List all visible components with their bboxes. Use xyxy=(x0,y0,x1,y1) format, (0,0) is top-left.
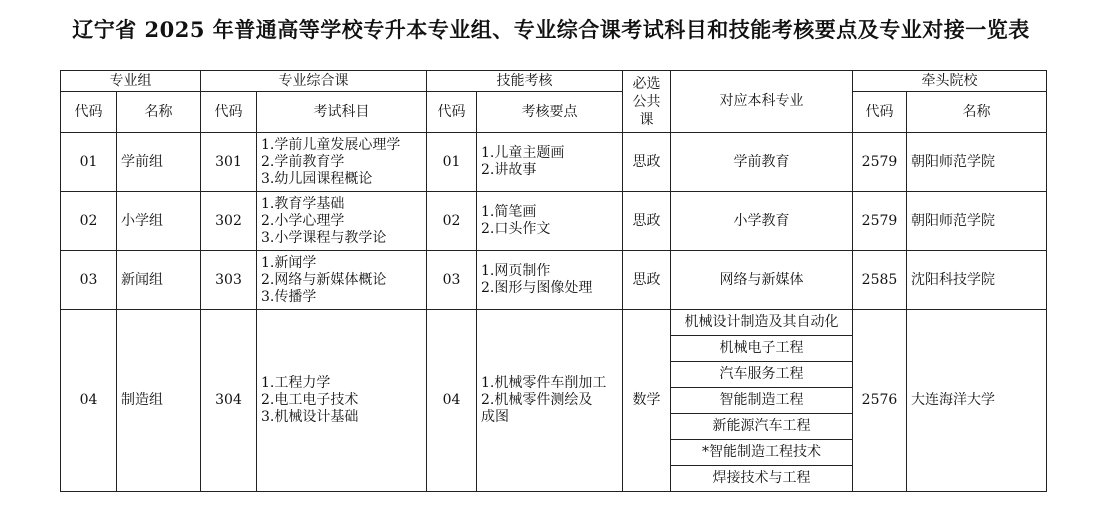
group-code: 03 xyxy=(61,251,117,310)
subjects xyxy=(257,133,427,192)
header-required-text: 必选 公共 课 xyxy=(632,75,661,128)
major: 学前教育 xyxy=(671,133,853,192)
subject-item: 2.电工电子技术 xyxy=(261,392,359,408)
subjects xyxy=(257,310,427,492)
skill-points xyxy=(477,133,623,192)
subjects xyxy=(257,251,427,310)
header-comp-code: 代码 xyxy=(201,92,257,133)
required-course: 思政 xyxy=(623,192,671,251)
header-school-code: 代码 xyxy=(853,92,907,133)
header-row-1 xyxy=(61,71,1047,92)
school-name: 沈阳科技学院 xyxy=(907,251,1047,310)
subject-item: 1.教育学基础 xyxy=(261,195,345,212)
skill-point-item: 1.机械零件车削加工 xyxy=(481,375,607,391)
major: 机械设计制造及其自动化 xyxy=(671,310,853,336)
subject-item: 3.传播学 xyxy=(261,288,317,305)
major: 智能制造工程 xyxy=(671,388,853,414)
subjects xyxy=(257,192,427,251)
required-course: 数学 xyxy=(623,310,671,492)
skill-point-item: 1.简笔画 xyxy=(481,204,537,220)
header-required xyxy=(623,71,671,133)
school-name: 朝阳师范学院 xyxy=(907,192,1047,251)
header-skill-code: 代码 xyxy=(427,92,477,133)
major: 网络与新媒体 xyxy=(671,251,853,310)
major: 机械电子工程 xyxy=(671,336,853,362)
skill-point-item: 2.口头作文 xyxy=(481,221,551,237)
skill-point-item: 成图 xyxy=(481,409,509,425)
comp-code: 301 xyxy=(201,133,257,192)
table-row xyxy=(61,310,1047,336)
table-row xyxy=(61,251,1047,310)
header-comprehensive: 专业综合课 xyxy=(201,71,427,92)
subject-item: 2.学前教育学 xyxy=(261,153,345,170)
table-row xyxy=(61,133,1047,192)
header-skill: 技能考核 xyxy=(427,71,623,92)
group-name: 新闻组 xyxy=(117,251,201,310)
subject-item: 2.网络与新媒体概论 xyxy=(261,271,387,288)
skill-point-item: 2.讲故事 xyxy=(481,162,537,178)
subject-item: 2.小学心理学 xyxy=(261,212,345,229)
skill-code: 03 xyxy=(427,251,477,310)
subject-item: 3.小学课程与教学论 xyxy=(261,229,387,246)
subject-item: 1.学前儿童发展心理学 xyxy=(261,136,401,153)
header-comp-subjects: 考试科目 xyxy=(257,92,427,133)
header-skill-points: 考核要点 xyxy=(477,92,623,133)
subject-item: 3.机械设计基础 xyxy=(261,409,359,425)
skill-point-item: 2.图形与图像处理 xyxy=(481,280,593,296)
comp-code: 302 xyxy=(201,192,257,251)
header-school-name: 名称 xyxy=(907,92,1047,133)
subject-item: 1.新闻学 xyxy=(261,254,317,271)
skill-point-item: 1.儿童主题画 xyxy=(481,145,565,161)
skill-points xyxy=(477,310,623,492)
major: 焊接技术与工程 xyxy=(671,466,853,492)
admission-table xyxy=(60,70,1047,492)
skill-points xyxy=(477,192,623,251)
page-title: 辽宁省 2025 年普通高等学校专升本专业组、专业综合课考试科目和技能考核要点及专业对接一览表 xyxy=(72,17,1030,42)
skill-code: 04 xyxy=(427,310,477,492)
group-name: 制造组 xyxy=(117,310,201,492)
school-code: 2579 xyxy=(853,133,907,192)
major: *智能制造工程技术 xyxy=(671,440,853,466)
subject-item: 3.幼儿园课程概论 xyxy=(261,170,373,187)
skill-point-item: 2.机械零件测绘及 xyxy=(481,392,593,408)
comp-code: 304 xyxy=(201,310,257,492)
required-course: 思政 xyxy=(623,133,671,192)
skill-points xyxy=(477,251,623,310)
group-name: 小学组 xyxy=(117,192,201,251)
major: 小学教育 xyxy=(671,192,853,251)
header-row-2 xyxy=(61,92,1047,133)
subject-item: 1.工程力学 xyxy=(261,375,331,391)
group-name: 学前组 xyxy=(117,133,201,192)
header-group-name: 名称 xyxy=(117,92,201,133)
group-code: 01 xyxy=(61,133,117,192)
group-code: 02 xyxy=(61,192,117,251)
comp-code: 303 xyxy=(201,251,257,310)
major: 新能源汽车工程 xyxy=(671,414,853,440)
header-group: 专业组 xyxy=(61,71,201,92)
school-name: 朝阳师范学院 xyxy=(907,133,1047,192)
required-course: 思政 xyxy=(623,251,671,310)
major: 汽车服务工程 xyxy=(671,362,853,388)
skill-point-item: 1.网页制作 xyxy=(481,263,551,279)
group-code: 04 xyxy=(61,310,117,492)
skill-code: 02 xyxy=(427,192,477,251)
school-code: 2585 xyxy=(853,251,907,310)
table-row xyxy=(61,192,1047,251)
header-major: 对应本科专业 xyxy=(671,71,853,133)
school-code: 2576 xyxy=(853,310,907,492)
school-code: 2579 xyxy=(853,192,907,251)
header-group-code: 代码 xyxy=(61,92,117,133)
school-name: 大连海洋大学 xyxy=(907,310,1047,492)
header-school: 牵头院校 xyxy=(853,71,1047,92)
skill-code: 01 xyxy=(427,133,477,192)
